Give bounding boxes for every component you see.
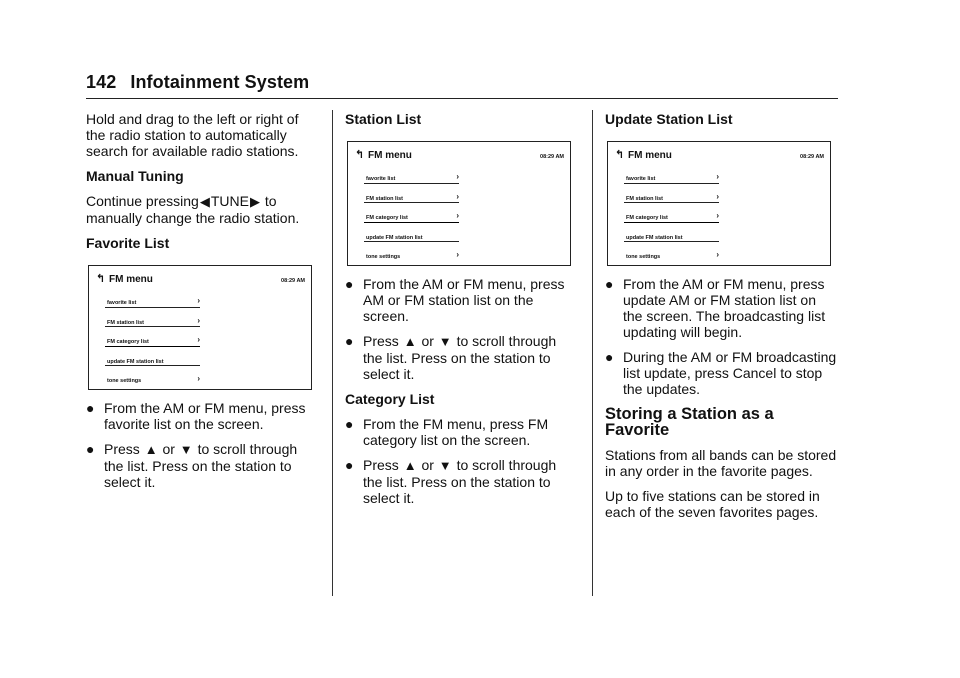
bullet-item: ● From the FM menu, press FM category list on the screen. xyxy=(345,416,549,448)
menu-item-update-fm-station-list: update FM station list xyxy=(364,223,459,243)
down-arrow-icon: ▼ xyxy=(179,442,193,457)
tune-left-icon: ◀ xyxy=(199,194,210,209)
page-number: 142 xyxy=(86,72,117,92)
menu-item-favorite-list: favorite list › xyxy=(624,164,719,184)
chevron-right-icon: › xyxy=(197,374,200,383)
bullet-item: ● During the AM or FM broadcasting list update, press Cancel to stop the updates. xyxy=(605,349,837,397)
menu-item-fm-station-list: FM station list › xyxy=(105,308,200,328)
up-arrow-icon: ▲ xyxy=(144,442,158,457)
screen-title: FM menu xyxy=(109,274,153,285)
bullet-icon: ● xyxy=(605,349,614,365)
bullet-item: ● Press ▲ or ▼ to scroll through the list. Press on the station to select it. xyxy=(345,457,557,506)
menu-item-tone-settings: tone settings › xyxy=(364,242,459,262)
chevron-right-icon: › xyxy=(197,315,200,325)
bullet-icon: ● xyxy=(605,276,614,292)
storing-paragraph-2: Up to five stations can be stored in each of the seven favorites pages. xyxy=(605,488,820,520)
bullet-icon: ● xyxy=(345,333,354,349)
fm-menu-screen-favorite xyxy=(88,265,312,390)
back-icon: ↰ xyxy=(615,149,625,161)
chevron-right-icon: › xyxy=(716,172,719,181)
screen-time: 08:29 AM xyxy=(540,154,564,160)
menu-item-fm-station-list: FM station list › xyxy=(624,184,719,204)
menu-item-fm-category-list: FM category list › xyxy=(364,203,459,223)
tune-right-icon: ▶ xyxy=(249,194,260,209)
screen-title: FM menu xyxy=(368,150,412,161)
down-arrow-icon: ▼ xyxy=(438,458,452,473)
bullet-item: ● Press ▲ or ▼ to scroll through the list. Press on the station to select it. xyxy=(86,441,298,490)
menu-list xyxy=(364,164,459,262)
bullet-item: ● From the AM or FM menu, press update AM or FM station list on the screen. The broadcasting list updating will begin. xyxy=(605,276,826,340)
up-arrow-icon: ▲ xyxy=(403,458,417,473)
chevron-right-icon: › xyxy=(197,296,200,305)
station-list-heading: Station List xyxy=(345,111,422,127)
bullet-icon: ● xyxy=(345,457,354,473)
bullet-icon: ● xyxy=(345,276,354,292)
manual-tuning-heading: Manual Tuning xyxy=(86,168,184,184)
back-icon: ↰ xyxy=(355,149,365,161)
bullet-item: ● From the AM or FM menu, press favorite list on the screen. xyxy=(86,400,306,432)
chevron-right-icon: › xyxy=(456,172,459,181)
fm-menu-screen-station xyxy=(347,141,571,266)
back-icon: ↰ xyxy=(96,273,106,285)
column-divider-2 xyxy=(592,110,593,596)
column-3 xyxy=(605,111,839,529)
chevron-right-icon: › xyxy=(716,211,719,220)
screen-title: FM menu xyxy=(628,150,672,161)
column-1 xyxy=(86,111,320,499)
menu-item-tone-settings: tone settings › xyxy=(105,366,200,386)
header-rule xyxy=(86,98,838,99)
storing-paragraph-1: Stations from all bands can be stored in any order in the favorite pages. xyxy=(605,447,837,479)
manual-tuning-paragraph: Continue pressing◀TUNE▶ to manually change the radio station. xyxy=(86,193,300,226)
menu-item-fm-category-list: FM category list › xyxy=(624,203,719,223)
section-title: Infotainment System xyxy=(130,72,310,92)
bullet-item: ● Press ▲ or ▼ to scroll through the list. Press on the station to select it. xyxy=(345,333,557,382)
menu-item-fm-station-list: FM station list › xyxy=(364,184,459,204)
menu-item-fm-category-list: FM category list › xyxy=(105,327,200,347)
chevron-right-icon: › xyxy=(456,211,459,220)
bullet-icon: ● xyxy=(86,400,95,416)
menu-item-favorite-list: favorite list › xyxy=(364,164,459,184)
chevron-right-icon: › xyxy=(716,250,719,259)
screen-time: 08:29 AM xyxy=(800,154,824,160)
bullet-icon: ● xyxy=(345,416,354,432)
chevron-right-icon: › xyxy=(197,335,200,344)
chevron-right-icon: › xyxy=(456,250,459,259)
menu-list xyxy=(624,164,719,262)
screen-time: 08:29 AM xyxy=(281,278,305,284)
intro-paragraph: Hold and drag to the left or right of the radio station to automatically search for available radio stations. xyxy=(86,111,299,159)
fm-menu-screen-update xyxy=(607,141,831,266)
menu-item-tone-settings: tone settings › xyxy=(624,242,719,262)
page-header xyxy=(86,72,309,93)
column-divider-1 xyxy=(332,110,333,596)
bullet-item: ● From the AM or FM menu, press AM or FM station list on the screen. xyxy=(345,276,565,324)
menu-item-update-fm-station-list: update FM station list xyxy=(624,223,719,243)
menu-list xyxy=(105,288,200,386)
menu-item-favorite-list: favorite list › xyxy=(105,288,200,308)
up-arrow-icon: ▲ xyxy=(403,334,417,349)
column-2 xyxy=(345,111,579,515)
menu-item-update-fm-station-list: update FM station list xyxy=(105,347,200,367)
category-list-heading: Category List xyxy=(345,391,435,407)
chevron-right-icon: › xyxy=(716,191,719,201)
update-station-list-heading: Update Station List xyxy=(605,111,733,127)
favorite-list-heading: Favorite List xyxy=(86,235,170,251)
storing-favorite-heading: Storing a Station as a Favorite xyxy=(605,405,774,439)
chevron-right-icon: › xyxy=(456,191,459,201)
bullet-icon: ● xyxy=(86,441,95,457)
down-arrow-icon: ▼ xyxy=(438,334,452,349)
